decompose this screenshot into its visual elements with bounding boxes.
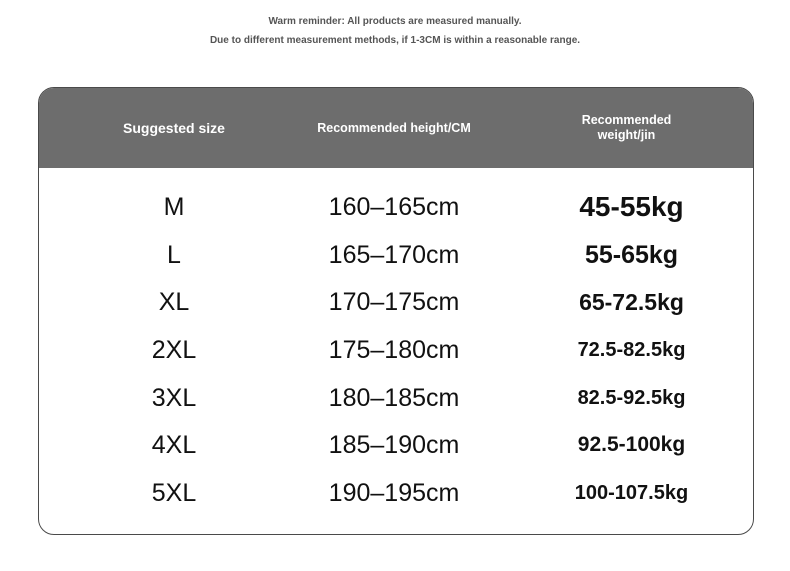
table-row <box>39 187 753 227</box>
size-cell: 3XL <box>151 384 197 412</box>
header-recommended-weight: Recommended weight/jin <box>581 113 672 142</box>
height-cell: 160–165cm <box>328 193 460 221</box>
height-cell: 190–195cm <box>328 479 460 507</box>
height-cell: 185–190cm <box>328 431 460 459</box>
warm-reminder-text: Warm reminder: All products are measured manually. <box>268 16 522 27</box>
table-row <box>39 378 753 418</box>
table-row <box>39 235 753 275</box>
height-cell: 180–185cm <box>328 384 460 412</box>
weight-cell: 72.5-82.5kg <box>577 339 686 361</box>
height-cell: 170–175cm <box>328 288 460 316</box>
size-chart-table <box>38 87 754 535</box>
size-cell: L <box>167 241 181 269</box>
size-cell: 4XL <box>151 431 197 459</box>
header-suggested-size: Suggested size <box>123 120 225 136</box>
height-cell: 165–170cm <box>328 241 460 269</box>
table-header <box>39 88 753 168</box>
weight-cell: 92.5-100kg <box>577 433 686 456</box>
weight-cell: 55-65kg <box>584 241 679 269</box>
weight-cell: 100-107.5kg <box>574 482 689 504</box>
header-recommended-height: Recommended height/CM <box>317 121 471 135</box>
size-cell: 2XL <box>151 336 197 364</box>
measurement-note-text: Due to different measurement methods, if 1-3CM is within a reasonable range. <box>209 35 581 46</box>
table-row <box>39 330 753 370</box>
size-cell: XL <box>158 288 190 316</box>
size-cell: 5XL <box>151 479 197 507</box>
table-row <box>39 282 753 322</box>
weight-cell: 45-55kg <box>579 191 684 222</box>
weight-cell: 82.5-92.5kg <box>577 387 686 409</box>
height-cell: 175–180cm <box>328 336 460 364</box>
weight-cell: 65-72.5kg <box>579 289 684 315</box>
table-row <box>39 425 753 465</box>
size-cell: M <box>163 193 185 221</box>
table-row <box>39 473 753 513</box>
